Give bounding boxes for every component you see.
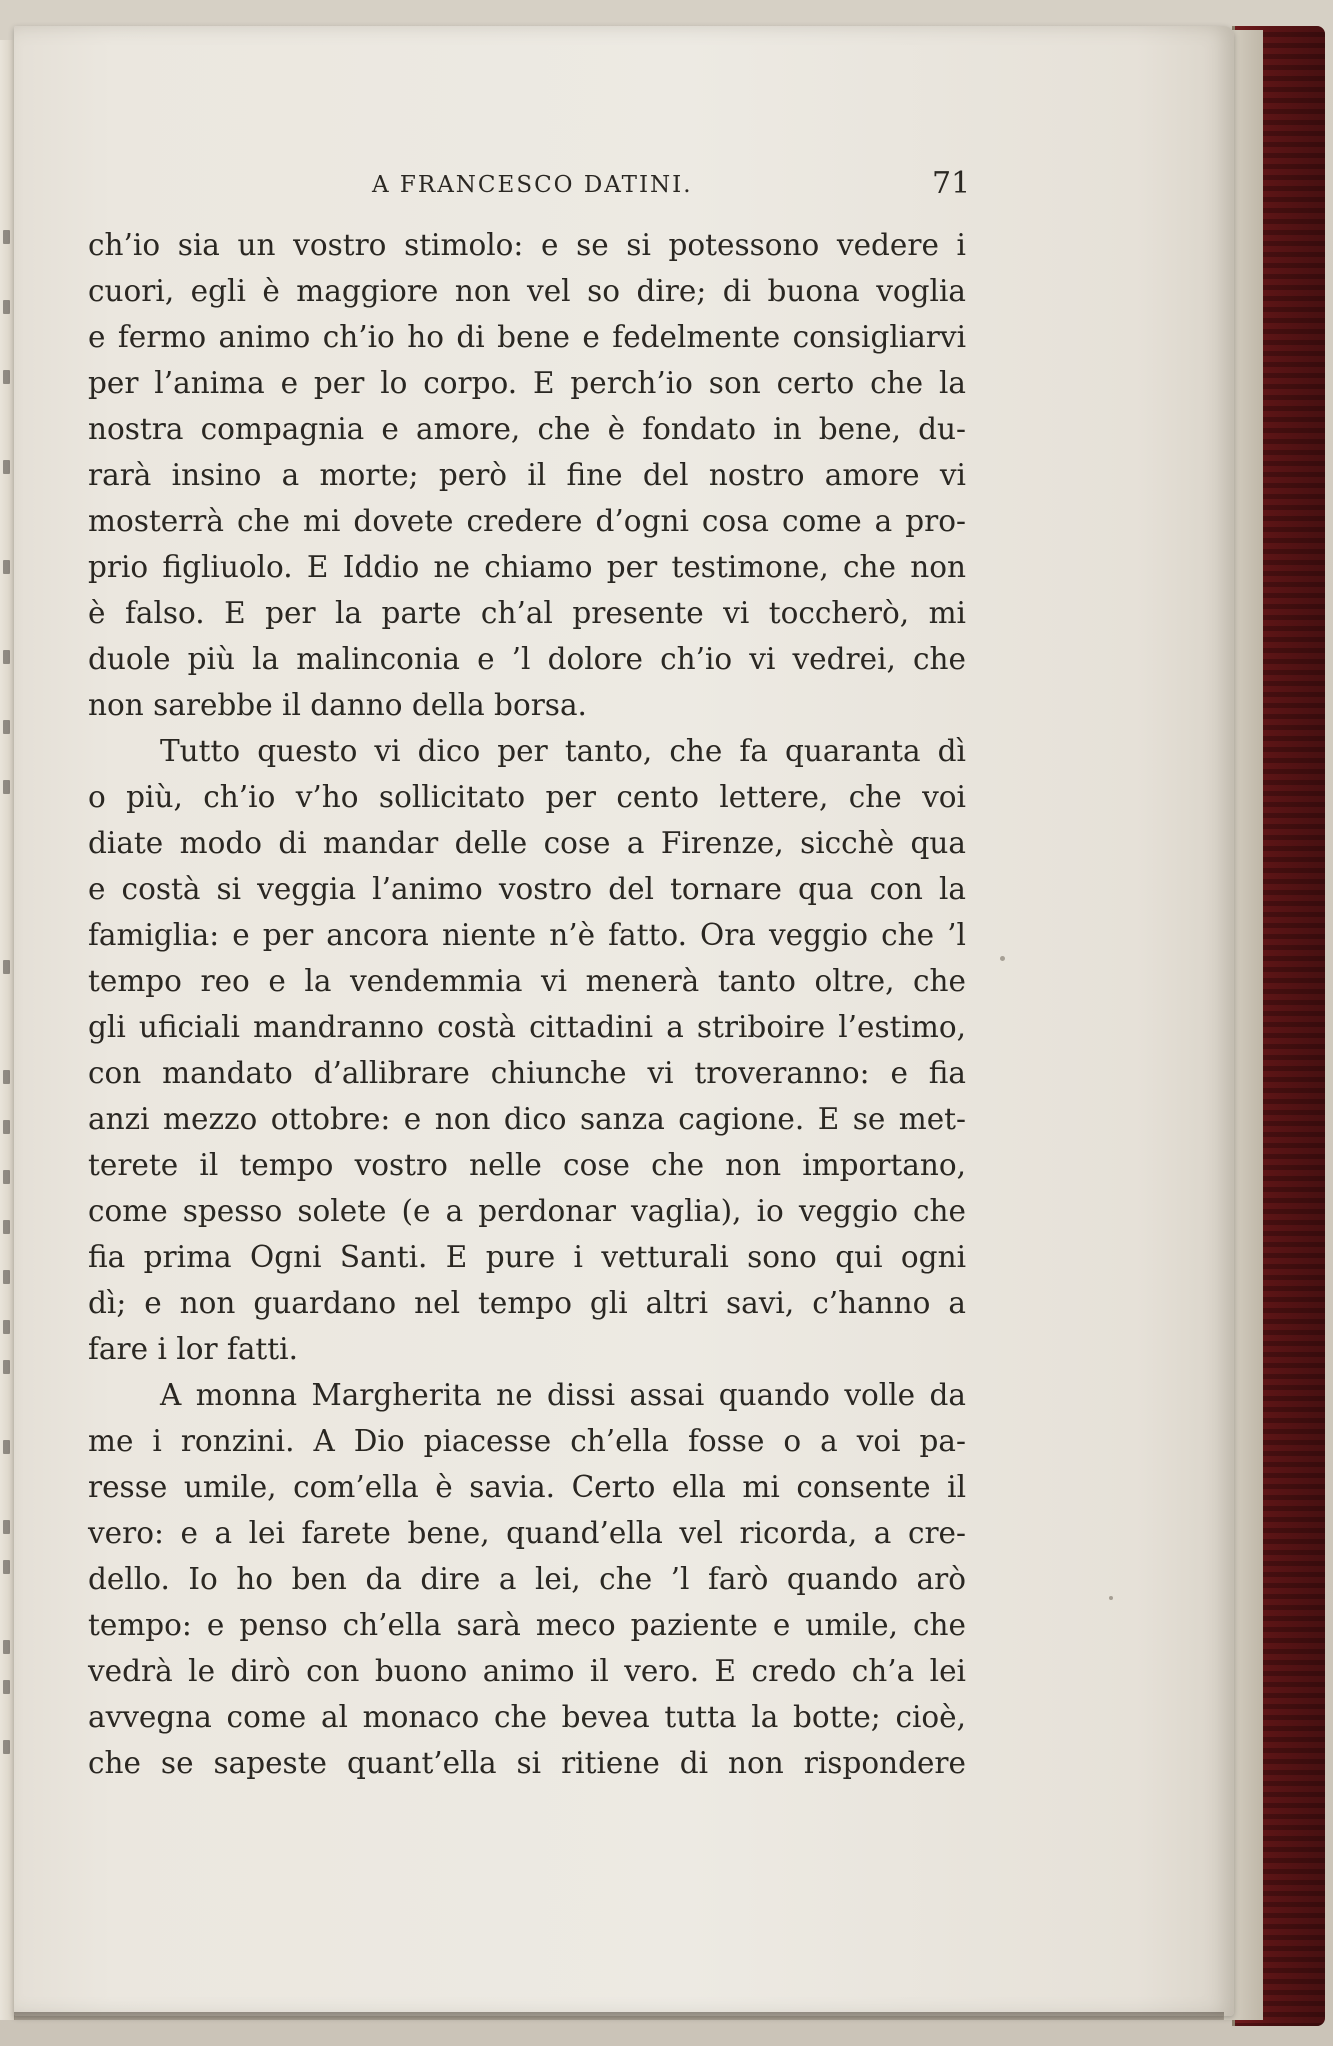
text-line: Tutto questo vi dico per tanto, che fa quaranta dì xyxy=(160,734,966,768)
paragraph xyxy=(88,222,966,728)
text-line: che se sapeste quant’ella si ritiene di non rispondere xyxy=(88,1746,966,1780)
text-line: fia prima Ogni Santi. E pure i vetturali sono qui ogni xyxy=(88,1240,966,1274)
previous-page-edge xyxy=(0,40,15,2020)
page-bottom-edge xyxy=(14,2012,1224,2020)
page-number: 71 xyxy=(932,166,971,201)
text-line: non sarebbe il danno della borsa. xyxy=(88,688,587,722)
paper-speck xyxy=(1000,956,1005,961)
text-line: come spesso solete (e a perdonar vaglia), io veggio che xyxy=(88,1194,966,1228)
text-line: rarà insino a morte; però il fine del nostro amore vi xyxy=(88,458,966,492)
text-line: dello. Io ho ben da dire a lei, che ’l farò quando arò xyxy=(88,1562,966,1596)
text-line: vedrà le dirò con buono animo il vero. E credo ch’a lei xyxy=(88,1654,966,1688)
text-line: per l’anima e per lo corpo. E perch’io son certo che la xyxy=(88,366,966,400)
book-page xyxy=(14,26,1234,2016)
paragraph xyxy=(88,728,966,1372)
text-line: tempo: e penso ch’ella sarà meco paziente e umile, che xyxy=(88,1608,966,1642)
text-line: è falso. E per la parte ch’al presente vi toccherò, mi xyxy=(88,596,966,630)
paragraph xyxy=(88,1372,966,1786)
text-line: anzi mezzo ottobre: e non dico sanza cagione. E se met- xyxy=(88,1102,966,1136)
text-line: terete il tempo vostro nelle cose che non importano, xyxy=(88,1148,966,1182)
text-line: resse umile, com’ella è savia. Certo ella mi consente il xyxy=(88,1470,966,1504)
paper-speck xyxy=(1109,1596,1113,1600)
text-line: tempo reo e la vendemmia vi menerà tanto oltre, che xyxy=(88,964,966,998)
text-line: ch’io sia un vostro stimolo: e se si potessono vedere i xyxy=(88,228,966,262)
text-line: prio figliuolo. E Iddio ne chiamo per testimone, che non xyxy=(88,550,966,584)
page-header xyxy=(14,168,1234,208)
text-line: mosterrà che mi dovete credere d’ogni cosa come a pro- xyxy=(88,504,966,538)
text-line: e fermo animo ch’io ho di bene e fedelmente consigliarvi xyxy=(88,320,966,354)
text-line: con mandato d’allibrare chiunche vi troveranno: e fia xyxy=(88,1056,966,1090)
text-line: dì; e non guardano nel tempo gli altri savi, c’hanno a xyxy=(88,1286,966,1320)
text-line: duole più la malinconia e ’l dolore ch’io vi vedrei, che xyxy=(88,642,966,676)
text-line: A monna Margherita ne dissi assai quando volle da xyxy=(160,1378,966,1412)
body-text xyxy=(88,222,966,1786)
text-line: gli uficiali mandranno costà cittadini a striboire l’estimo, xyxy=(88,1010,966,1044)
running-title: A FRANCESCO DATINI. xyxy=(372,172,693,198)
text-line: vero: e a lei farete bene, quand’ella vel ricorda, a cre- xyxy=(88,1516,966,1550)
text-line: o più, ch’io v’ho sollicitato per cento lettere, che voi xyxy=(88,780,966,814)
text-line: cuori, egli è maggiore non vel so dire; di buona voglia xyxy=(88,274,966,308)
text-line: famiglia: e per ancora niente n’è fatto. Ora veggio che ’l xyxy=(88,918,966,952)
text-line: avvegna come al monaco che bevea tutta la botte; cioè, xyxy=(88,1700,966,1734)
text-line: me i ronzini. A Dio piacesse ch’ella fosse o a voi pa- xyxy=(88,1424,966,1458)
text-line: diate modo di mandar delle cose a Firenze, sicchè qua xyxy=(88,826,966,860)
text-line: nostra compagnia e amore, che è fondato in bene, du- xyxy=(88,412,966,446)
text-line: fare i lor fatti. xyxy=(88,1332,298,1366)
text-line: e costà si veggia l’animo vostro del tornare qua con la xyxy=(88,872,966,906)
